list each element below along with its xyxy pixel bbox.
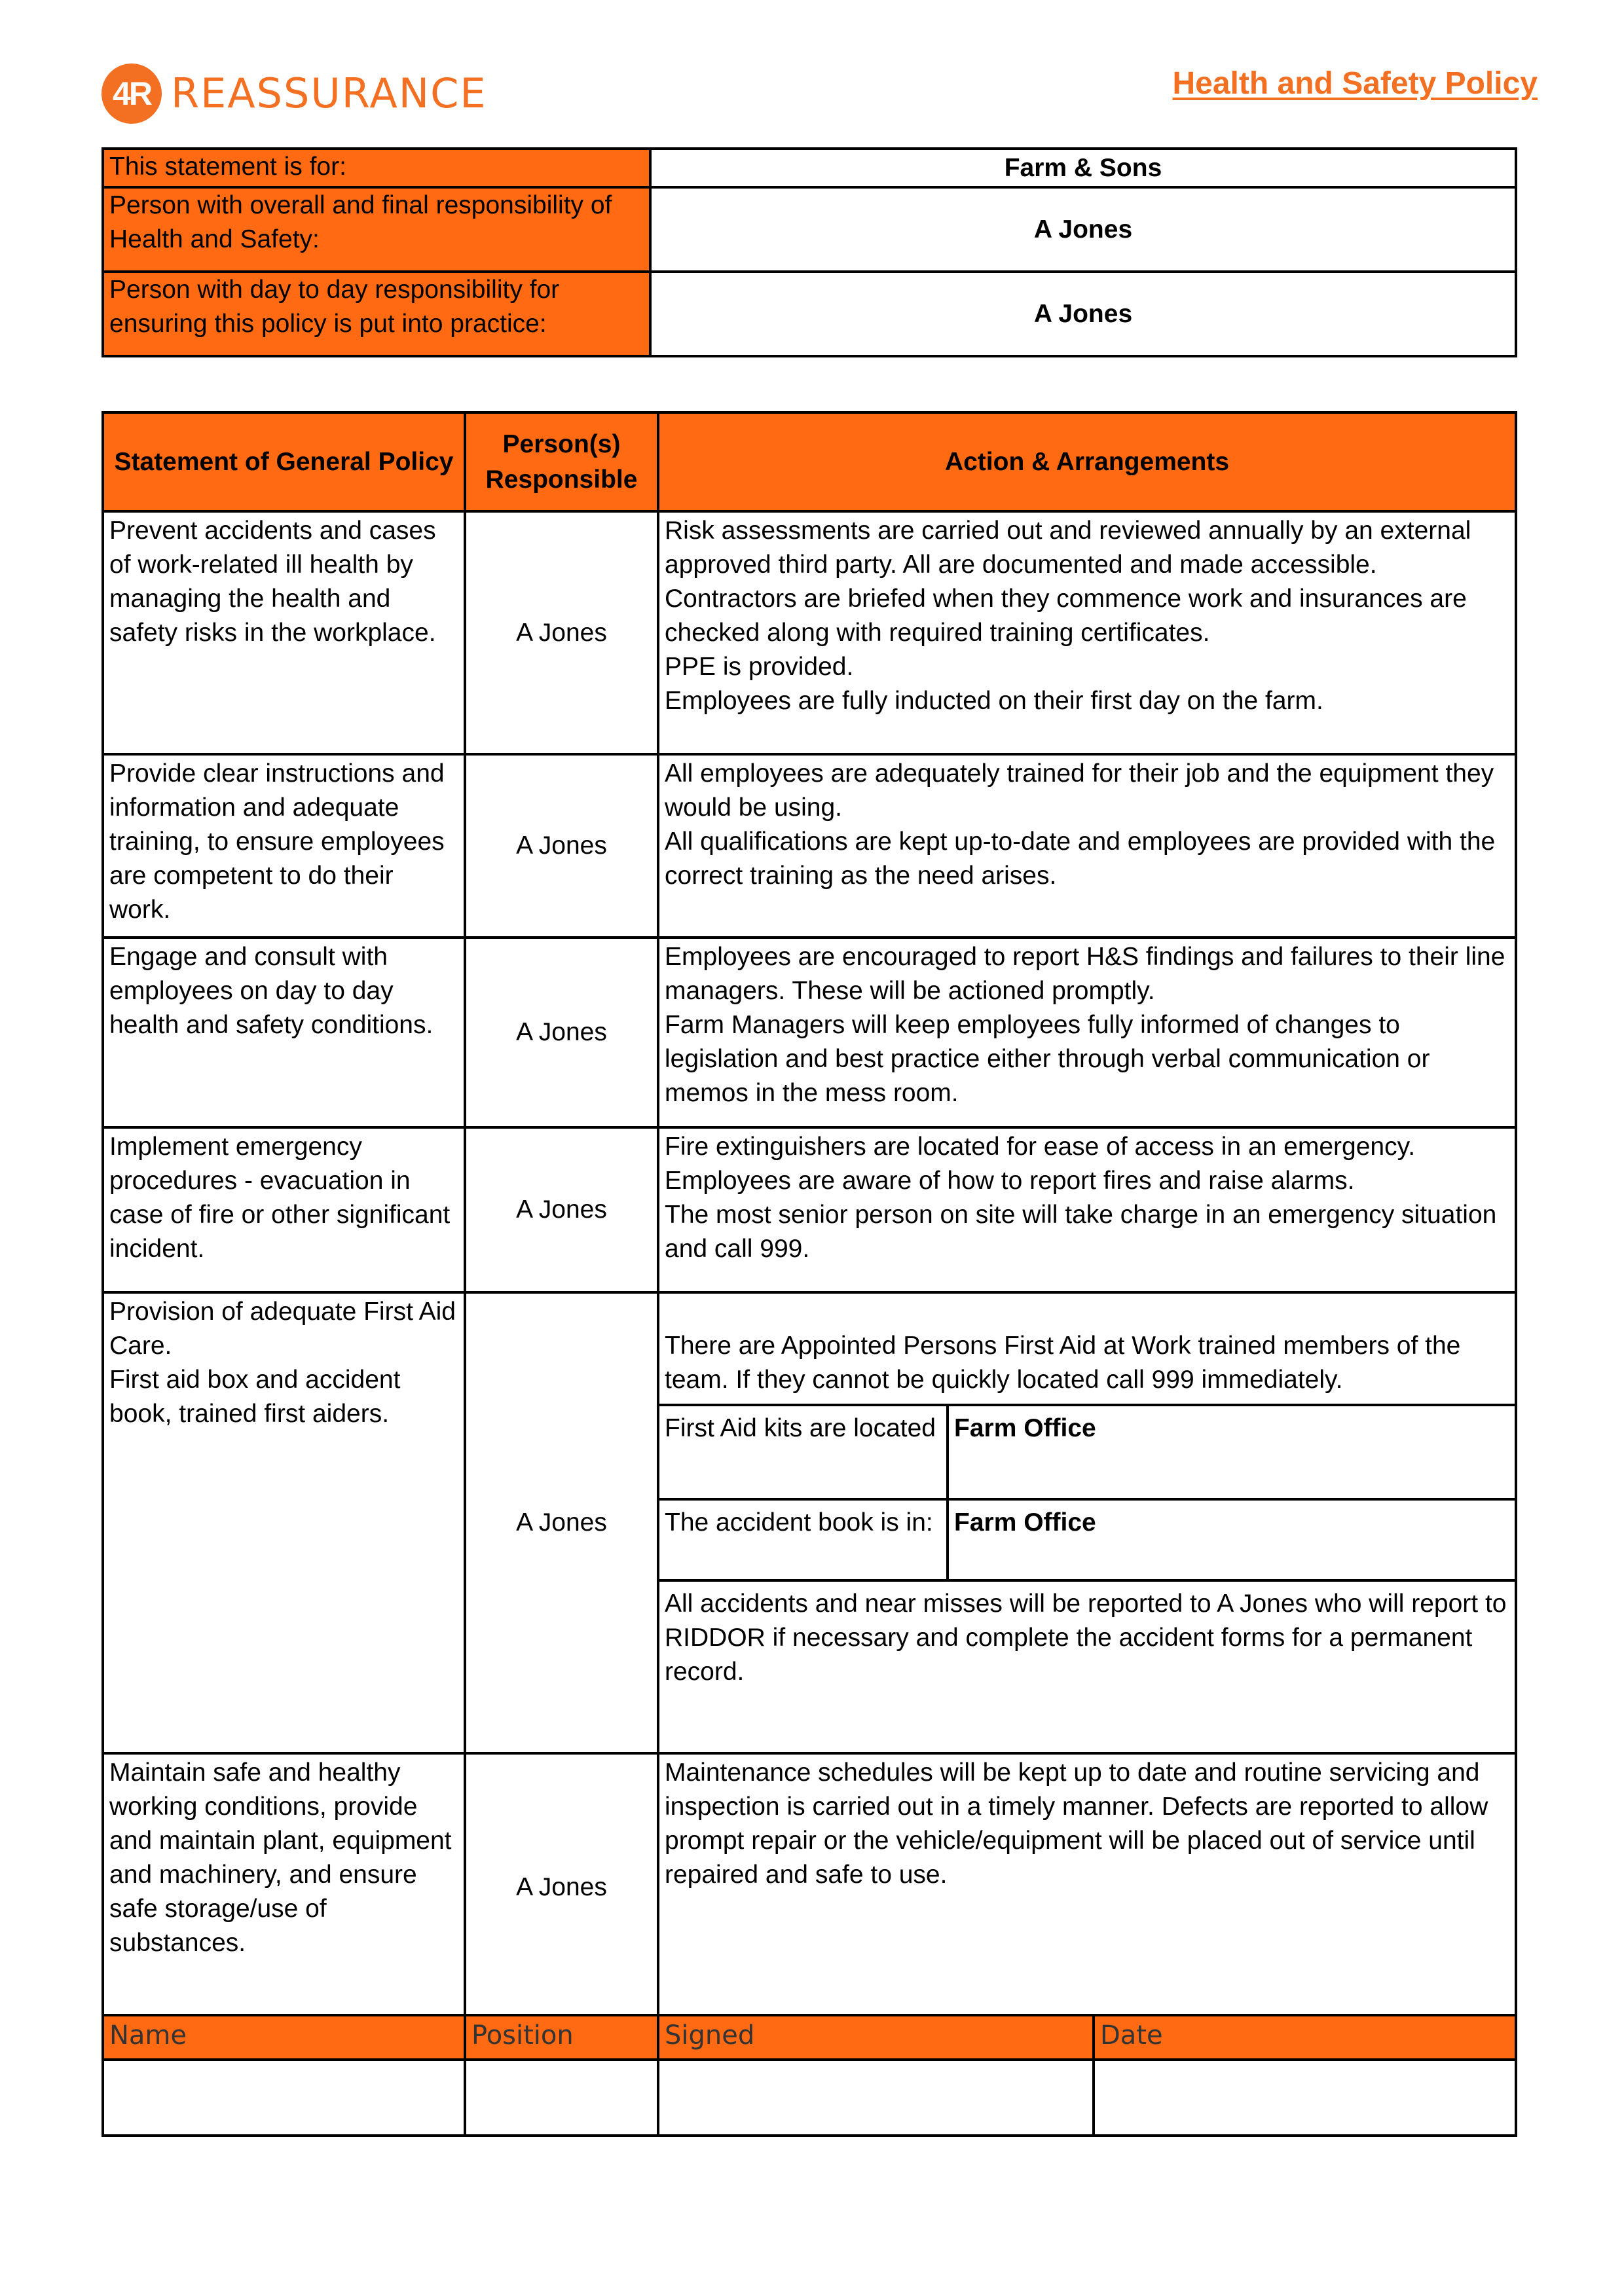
policy-statement: Provide clear instructions and information and adequate training, to ensure employees are competent to do their work. [103,754,465,938]
accident-reporting: All accidents and near misses will be reported to A Jones who will report to RIDDOR if necessary and complete the accident forms for a permanent record. [659,1580,1515,1718]
signature-date-header: Date [1094,2015,1516,2060]
policy-statement: Provision of adequate First Aid Care. First aid box and accident book, trained first aiders. [103,1292,465,1753]
person-responsible: A Jones [465,938,658,1127]
statement-info-value: Farm & Sons [650,149,1516,187]
person-responsible: A Jones [465,1292,658,1753]
logo-text: REASSURANCE [171,69,487,117]
person-responsible: A Jones [465,1753,658,2022]
signature-signed-field[interactable] [658,2060,1094,2136]
accident-book-location: Farm Office [948,1499,1515,1580]
statement-info-row [103,187,1516,272]
policy-column-header: Statement of General Policy [103,412,465,511]
actions-column-header: Action & Arrangements [658,412,1516,511]
policy-statement: Prevent accidents and cases of work-related ill health by managing the health and safety risks in the workplace. [103,511,465,754]
policy-row [103,938,1516,1127]
policy-statement: Engage and consult with employees on day to day health and safety conditions. [103,938,465,1127]
signature-name-field[interactable] [103,2060,465,2136]
person-responsible: A Jones [465,1127,658,1292]
action-arrangements: All employees are adequately trained for their job and the equipment they would be using. All qualifications are kept up-to-date and employees are provided with the correct training as the need arises. [658,754,1516,938]
first-aid-kits-label: First Aid kits are located [659,1405,948,1499]
policy-statement: Maintain safe and healthy working conditions, provide and maintain plant, equipment and machinery, and ensure safe storage/use of substances. [103,1753,465,2022]
signature-position-header: Position [465,2015,658,2060]
signature-entry-row [103,2060,1516,2136]
signature-header-row [103,2015,1516,2060]
action-arrangements [658,1292,1516,1753]
policy-row [103,1127,1516,1292]
statement-info-value: A Jones [650,187,1516,272]
statement-info-label: Person with overall and final responsibility of Health and Safety: [103,187,650,272]
signature-table [101,2014,1517,2137]
signature-position-field[interactable] [465,2060,658,2136]
action-arrangements: Maintenance schedules will be kept up to date and routine servicing and inspection is carried out in a timely manner. Defects are reported to allow prompt repair or the vehicle/equipment will be placed out of service until repaired and safe to use. [658,1753,1516,2022]
policy-row [103,754,1516,938]
statement-info-label: Person with day to day responsibility for ensuring this policy is put into practice: [103,272,650,356]
statement-info-row [103,149,1516,187]
person-responsible: A Jones [465,754,658,938]
signature-date-field[interactable] [1094,2060,1516,2136]
policy-row [103,1292,1516,1753]
company-logo [101,62,487,124]
policy-row [103,511,1516,754]
document-title: Health and Safety Policy [1172,66,1538,101]
statement-info-table [101,147,1517,357]
statement-info-row [103,272,1516,356]
accident-book-label: The accident book is in: [659,1499,948,1580]
action-arrangements: Risk assessments are carried out and reviewed annually by an external approved third party. All are documented and made accessible. Contractors are briefed when they commence work and insurances are checked along with required training certificates. PPE is provided. Employees are fully inducted on their first day on the farm. [658,511,1516,754]
responsible-column-header: Person(s) Responsible [465,412,658,511]
action-arrangements: Fire extinguishers are located for ease of access in an emergency. Employees are aware of how to report fires and raise alarms. The most senior person on site will take charge in an emergency situation and call 999. [658,1127,1516,1292]
policy-header-row [103,412,1516,511]
action-arrangements: Employees are encouraged to report H&S findings and failures to their line managers. These will be actioned promptly. Farm Managers will keep employees fully informed of changes to legislation and best practice either through verbal communication or memos in the mess room. [658,938,1516,1127]
person-responsible: A Jones [465,511,658,754]
statement-info-label: This statement is for: [103,149,650,187]
policy-row [103,1753,1516,2022]
first-aid-intro: There are Appointed Persons First Aid at Work trained members of the team. If they cannot be quickly located call 999 immediately. [665,1332,1461,1394]
first-aid-kits-location: Farm Office [948,1405,1515,1499]
first-aid-details [659,1328,1515,1718]
logo-mark: 4R [101,64,162,124]
policy-statement: Implement emergency procedures - evacuation in case of fire or other significant incident. [103,1127,465,1292]
signature-name-header: Name [103,2015,465,2060]
statement-info-value: A Jones [650,272,1516,356]
signature-signed-header: Signed [658,2015,1094,2060]
policy-table [101,411,1517,2023]
